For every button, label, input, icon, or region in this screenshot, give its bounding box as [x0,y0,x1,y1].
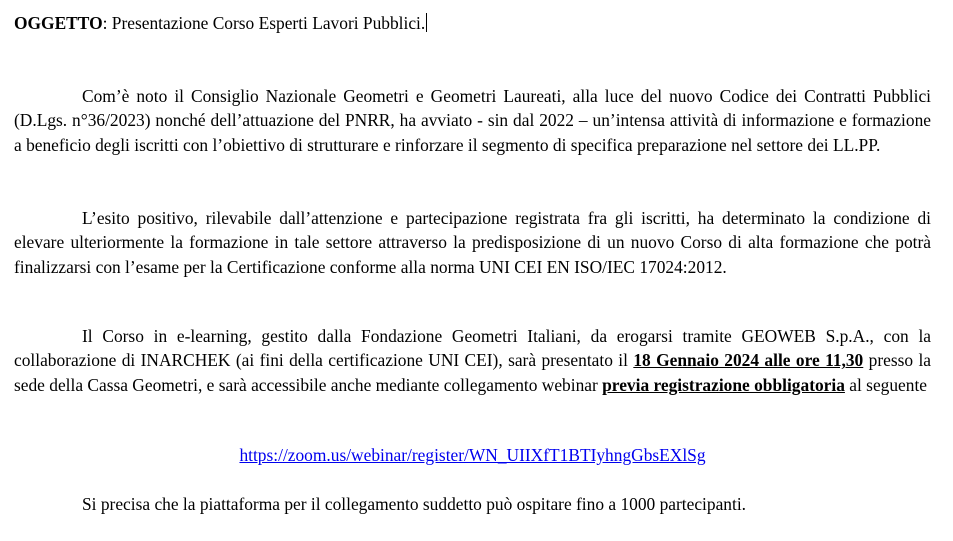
capacity-note: Si precisa che la piattaforma per il collegamento suddetto può ospitare fino a 1000 partecipanti. [82,494,747,514]
subject-separator: : [102,13,108,33]
registration-link-line [14,443,931,467]
webinar-registration-link[interactable]: https://zoom.us/webinar/register/WN_UIIXfT1BTIyhngGbsEXlSg [239,445,706,465]
course-text-part3: al seguente [844,374,928,395]
event-date: 18 Gennaio 2024 alle ore 11,30 [633,350,864,371]
course-text-part2: presso la sede della Cassa Geometri, e sarà accessibile anche mediante collegamento webinar [14,350,932,395]
subject-text: Presentazione Corso Esperti Lavori Pubblici. [107,13,426,33]
subject-label: OGGETTO [14,13,103,33]
paragraph-outcome: L’esito positivo, rilevabile dall’attenzione e partecipazione registrata fra gli iscritti, ha determinato la condizione di elevare ulteriormente la formazione in tale settore attraverso la predisposizione di un nuovo Corso di alta formazione che potrà finalizzarsi con l’esame per la Certificazione conforme alla norma UNI CEI EN ISO/IEC 17024:2012. [14,208,931,277]
paragraph-course [14,324,931,397]
registration-required: previa registrazione obbligatoria [602,374,845,395]
paragraph-intro: Com’è noto il Consiglio Nazionale Geometri e Geometri Laureati, alla luce del nuovo Codice dei Contratti Pubblici (D.Lgs. n°36/2023) nonché dell’attuazione del PNRR, ha avviato - sin dal 2022 – un’intensa attività di informazione e formazione a beneficio degli iscritti con l’obiettivo di strutturare e rinforzare il segmento di specifica preparazione nel settore dei LL.PP. [14,86,931,155]
course-text-part1: Il Corso in e-learning, gestito dalla Fondazione Geometri Italiani, da erogarsi tramite GEOWEB S.p.A., con la collaborazione di INARCHEK (ai fini della certificazione UNI CEI), sarà presentato il [14,326,931,371]
text-cursor [426,13,427,32]
subject-line [14,11,427,35]
